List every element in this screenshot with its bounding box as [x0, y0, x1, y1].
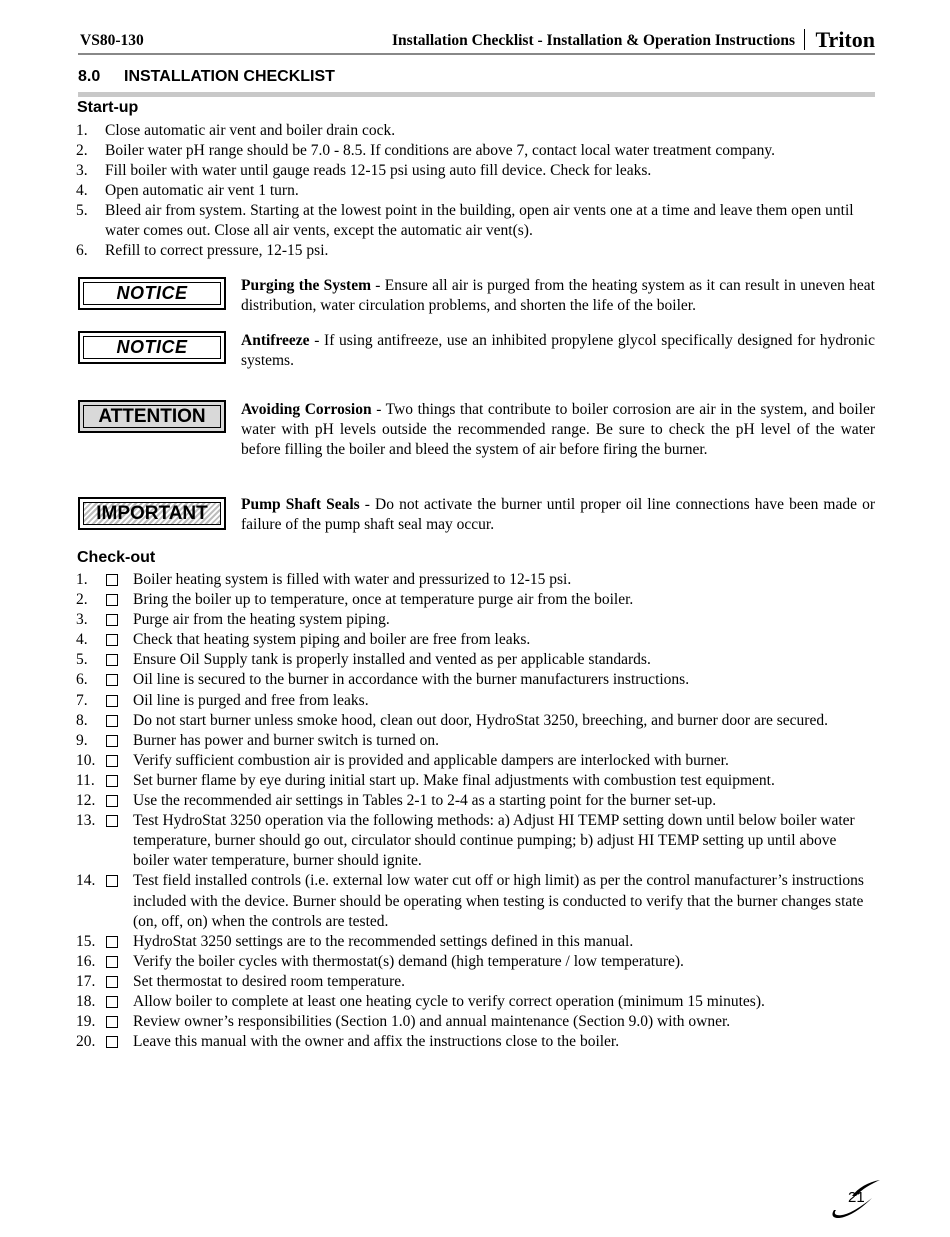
list-item: 6. Refill to correct pressure, 12-15 psi.: [76, 242, 329, 259]
checklist-item: 15. HydroStat 3250 settings are to the recommended settings defined in this manual.: [76, 932, 634, 950]
checkout-heading: Check-out: [77, 549, 156, 566]
checklist-item: 4. Check that heating system piping and boiler are free from leaks.: [76, 631, 531, 649]
notice-badge: NOTICE: [78, 277, 226, 310]
list-item: 4. Open automatic air vent 1 turn.: [76, 182, 299, 199]
notice-badge: NOTICE: [78, 331, 226, 364]
checklist-item: 16. Verify the boiler cycles with thermostat(s) demand (high temperature / low temperature).: [76, 952, 684, 970]
notice-text: Purging the System - Ensure all air is purged from the heating system as it can result in uneven heat distribution, water circulation problems, and shorten the life of the boiler.: [241, 277, 875, 314]
checkbox[interactable]: [106, 735, 118, 747]
startup-list: [76, 121, 876, 261]
notice-text: Antifreeze - If using antifreeze, use an inhibited propylene glycol specifically designed for hydronic systems.: [241, 332, 875, 369]
checkbox[interactable]: [106, 695, 118, 707]
checklist-item: 5. Ensure Oil Supply tank is properly installed and vented as per applicable standards.: [76, 651, 651, 669]
checklist-item: 14. Test field installed controls (i.e. external low water cut off or high limit) as per the control manufacturer’s instructions included with the device. Burner should be operating when testing is conducted to verify that the burner changes state (on, off, on) when the controls are tested.: [76, 872, 864, 930]
checkbox[interactable]: [106, 976, 118, 988]
checkbox[interactable]: [106, 996, 118, 1008]
list-item: 3. Fill boiler with water until gauge reads 12-15 psi using auto fill device. Check for leaks.: [76, 162, 652, 179]
checkbox[interactable]: [106, 795, 118, 807]
checkbox[interactable]: [106, 594, 118, 606]
checkbox[interactable]: [106, 674, 118, 686]
checkbox[interactable]: [106, 875, 118, 887]
checkbox[interactable]: [106, 654, 118, 666]
section-title: [78, 68, 875, 97]
checklist-item: 11. Set burner flame by eye during initial start up. Make final adjustments with combustion test equipment.: [76, 771, 775, 789]
checklist-item: 9. Burner has power and burner switch is turned on.: [76, 731, 440, 749]
checklist-item: 3. Purge air from the heating system piping.: [76, 611, 390, 629]
important-text: Pump Shaft Seals - Do not activate the burner until proper oil line connections have been made or failure of the pump shaft seal may occur.: [241, 496, 875, 533]
checklist-item: 8. Do not start burner unless smoke hood, clean out door, HydroStat 3250, breeching, and burner door are secured.: [76, 711, 828, 729]
brand-name: Triton: [815, 27, 875, 52]
header-separator: [804, 29, 805, 50]
checklist-item: 12. Use the recommended air settings in Tables 2-1 to 2-4 as a starting point for the burner set-up.: [76, 792, 717, 810]
page-number: 21: [848, 1189, 865, 1206]
header-title: Installation Checklist - Installation & Operation Instructions: [391, 32, 795, 49]
checkbox[interactable]: [106, 936, 118, 948]
checkbox[interactable]: [106, 574, 118, 586]
checkbox[interactable]: [106, 614, 118, 626]
attention-text: Avoiding Corrosion - Two things that contribute to boiler corrosion are air in the system, and boiler water with pH levels outside the recommended range. Be sure to check the pH level of the water before filling the boiler and bleed the system of air before firing the burner.: [241, 401, 875, 458]
checklist-item: 20. Leave this manual with the owner and affix the instructions close to the boiler.: [76, 1033, 620, 1051]
checkbox[interactable]: [106, 1036, 118, 1048]
checkbox[interactable]: [106, 634, 118, 646]
checkbox[interactable]: [106, 715, 118, 727]
checklist-item: 10. Verify sufficient combustion air is provided and applicable dampers are interlocked with burner.: [76, 751, 729, 769]
list-item: 5. Bleed air from system. Starting at the lowest point in the building, open air vents one at a time and leave them open until water comes out. Close all air vents, except the automatic air vent(s).: [76, 202, 854, 239]
list-item: 1. Close automatic air vent and boiler drain cock.: [76, 122, 396, 139]
section-number: 8.0: [78, 68, 101, 85]
checklist-item: 6. Oil line is secured to the burner in accordance with the burner manufacturers instructions.: [76, 671, 690, 689]
checkbox[interactable]: [106, 755, 118, 767]
startup-heading: Start-up: [77, 99, 139, 116]
page-header: [78, 27, 875, 55]
section-heading: INSTALLATION CHECKLIST: [124, 68, 335, 85]
model-number: VS80-130: [80, 32, 144, 49]
checklist-item: 17. Set thermostat to desired room temperature.: [76, 972, 406, 990]
attention-badge: ATTENTION: [78, 400, 226, 433]
checkbox[interactable]: [106, 775, 118, 787]
checkbox[interactable]: [106, 956, 118, 968]
checkbox[interactable]: [106, 1016, 118, 1028]
checkbox[interactable]: [106, 815, 118, 827]
checkout-list: [76, 570, 876, 1052]
important-badge: IMPORTANT: [78, 497, 226, 530]
list-item: 2. Boiler water pH range should be 7.0 - 8.5. If conditions are above 7, contact local water treatment company.: [76, 142, 775, 159]
checklist-item: 19. Review owner’s responsibilities (Section 1.0) and annual maintenance (Section 9.0) with owner.: [76, 1013, 731, 1031]
checklist-item: 18. Allow boiler to complete at least one heating cycle to verify correct operation (minimum 15 minutes).: [76, 992, 765, 1010]
checklist-item: 1. Boiler heating system is filled with water and pressurized to 12-15 psi.: [76, 571, 572, 588]
checklist-item: 13. Test HydroStat 3250 operation via the following methods: a) Adjust HI TEMP setting down until below boiler water temperature, burner should go out, circulator should continue pumping; b) adjust HI TEMP setting up until above boiler water temperature, burner should ignite.: [76, 812, 855, 870]
checklist-item: 2. Bring the boiler up to temperature, once at temperature purge air from the boiler.: [76, 591, 634, 609]
checklist-item: 7. Oil line is purged and free from leaks.: [76, 691, 369, 709]
